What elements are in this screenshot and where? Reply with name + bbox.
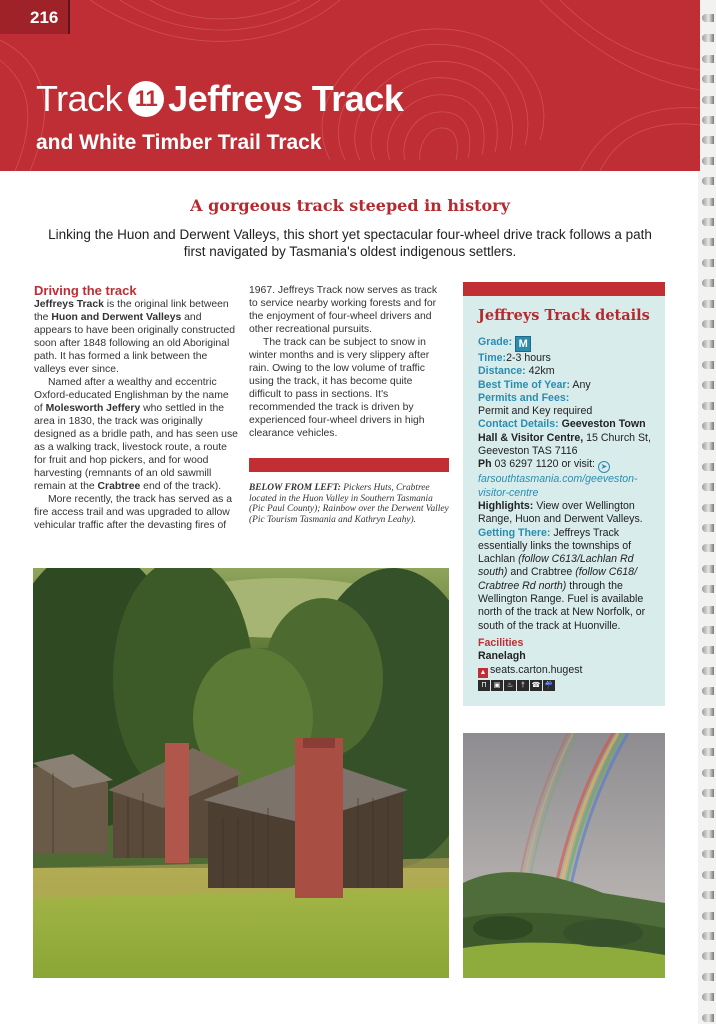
binding-ring	[702, 830, 714, 838]
bbq-icon: ♨	[504, 680, 516, 691]
facility-town: Ranelagh	[478, 650, 526, 663]
binding-ring	[702, 96, 714, 104]
binding-ring	[702, 116, 714, 124]
binding-ring	[702, 687, 714, 695]
contact-name: Geeveston Town Hall & Visitor Centre,	[478, 418, 646, 444]
track-subtitle: and White Timber Trail Track	[36, 131, 322, 154]
binding-ring	[702, 177, 714, 185]
track-title	[36, 78, 403, 120]
binding-ring	[702, 320, 714, 328]
time-value: 2-3 hours	[506, 352, 551, 364]
shower-icon: ☔	[544, 681, 554, 689]
track-details-panel	[463, 282, 665, 706]
binding-ring	[702, 442, 714, 450]
binding-ring	[702, 626, 714, 634]
phone-icon: ☎	[531, 681, 541, 689]
binding-ring	[702, 952, 714, 960]
photo-rainbow	[463, 733, 665, 978]
binding-ring	[702, 932, 714, 940]
photo-caption	[249, 483, 449, 525]
binding-ring	[702, 361, 714, 369]
binding-ring	[702, 993, 714, 1001]
details-body	[478, 336, 662, 691]
binding-ring	[702, 279, 714, 287]
binding-ring	[702, 810, 714, 818]
driving-heading: Driving the track	[34, 283, 137, 298]
facility-text: seats.carton.hugest	[490, 663, 583, 676]
getting-run: Jeffreys Track essentially links the townships of Lachlan	[478, 526, 632, 566]
p1-run: is the original link between the	[34, 299, 229, 323]
binding-ring	[702, 524, 714, 532]
getting-run: and Crabtree	[507, 566, 576, 579]
binding-ring	[702, 646, 714, 654]
grade-badge: M	[515, 336, 531, 352]
binding-ring	[702, 789, 714, 797]
facilities-label: Facilities	[478, 636, 524, 649]
p1-run: Huon and Derwent Valleys	[51, 312, 182, 323]
binding-ring	[702, 728, 714, 736]
p2-run: Named after a wealthy and eccentric Oxford-educated Englishman by the name of	[34, 377, 229, 414]
track-number-badge: 11	[128, 81, 164, 117]
phone-text: 03 6297 1120 or visit:	[491, 458, 598, 471]
getting-there-label: Getting There:	[478, 526, 551, 539]
permits-value: Permit and Key required	[478, 405, 593, 418]
binding-ring	[702, 606, 714, 614]
picnic-table-icon: Π	[478, 680, 490, 691]
binding-ring	[702, 565, 714, 573]
binding-ring	[702, 871, 714, 879]
camping-icon: ▲	[479, 668, 487, 676]
track-word: Track	[36, 78, 123, 119]
binding-ring	[702, 136, 714, 144]
binding-ring	[702, 157, 714, 165]
caption-lead: BELOW FROM LEFT:	[249, 483, 341, 493]
binding-ring	[702, 912, 714, 920]
caption-divider	[249, 458, 449, 472]
grade-label: Grade:	[478, 336, 513, 348]
distance-value: 42km	[528, 365, 555, 378]
intro-paragraph: Linking the Huon and Derwent Valleys, this short yet spectacular four-wheel drive track follows a path first navigated by Tasmania's oldest indigenous settlers.	[48, 227, 652, 259]
tagline: A gorgeous track steeped in history	[190, 196, 510, 215]
details-top-bar	[463, 282, 665, 296]
p2-run: end of the track).	[140, 481, 222, 492]
binding-ring	[702, 504, 714, 512]
binding-ring	[702, 422, 714, 430]
binding-ring	[702, 198, 714, 206]
binding-ring	[702, 463, 714, 471]
web-icon: ➤	[598, 461, 610, 473]
p2-run: Crabtree	[97, 481, 141, 492]
binding-ring	[702, 402, 714, 410]
binding-ring	[702, 259, 714, 267]
campervan-icon: ▣	[491, 680, 503, 691]
spiral-binding	[698, 0, 716, 1024]
p1-run: and appears to have been originally constructed soon after 1848 following an old Aboriginal path. It has formed a link between the valleys ever since.	[34, 312, 236, 375]
binding-ring	[702, 218, 714, 226]
driving-column-1	[34, 284, 238, 532]
driving-paragraph-3: More recently, the track has served as a fire access trail and was upgraded to allow vehicular traffic after the devasting fires of	[34, 494, 233, 531]
website-link[interactable]: farsouthtasmania.com/geeveston-visitor-centre	[478, 473, 638, 499]
page-number: 216	[0, 0, 70, 34]
highlights-value: View over Wellington Range, Huon and Derwent Valleys.	[478, 499, 643, 526]
driving-column-2	[249, 284, 447, 440]
p2-run: who settled in the area in 1830, the track was originally designed as a bridle path, and has seen use as a walking track, livestock route, a route for fruit and hop pickers, and for wood harvesting (remnants of an old sawmill remain at the	[34, 403, 238, 492]
facility-icons	[478, 680, 662, 691]
p2-run: Molesworth Jeffery	[45, 403, 141, 414]
track-name: Jeffreys Track	[168, 78, 404, 119]
binding-ring	[702, 55, 714, 63]
getting-there	[478, 527, 662, 633]
binding-ring	[702, 75, 714, 83]
binding-ring	[702, 891, 714, 899]
time-label: Time:	[478, 352, 507, 364]
getting-run: (follow C613/Lachlan Rd south)	[478, 553, 634, 579]
driving-paragraph-2	[34, 376, 238, 493]
distance-label: Distance:	[478, 365, 526, 378]
page-header	[0, 0, 700, 171]
contact-label: Contact Details:	[478, 418, 559, 431]
driving-paragraph-1	[34, 298, 238, 376]
binding-ring	[702, 14, 714, 22]
p1-run: Jeffreys Track	[34, 299, 104, 310]
photo-pickers-huts	[33, 568, 449, 978]
best-time-label: Best Time of Year:	[478, 378, 571, 391]
binding-ring	[702, 708, 714, 716]
phone-prefix: Ph	[478, 458, 492, 471]
best-time-value: Any	[572, 378, 591, 391]
binding-ring	[702, 340, 714, 348]
binding-ring	[702, 585, 714, 593]
binding-ring	[702, 300, 714, 308]
permits-label: Permits and Fees:	[478, 391, 570, 404]
binding-ring	[702, 850, 714, 858]
driving-paragraph-5: The track can be subject to snow in winter months and is very slippery after rain. Owing to the low volume of traffic using the track, it has become quite difficult to pass in sections. It's recommended the track is driven by experienced four-wheel drivers in high clearance vehicles.	[249, 337, 430, 439]
getting-run: (follow C618/ Crabtree Rd north)	[478, 566, 638, 592]
binding-ring	[702, 381, 714, 389]
binding-ring	[702, 483, 714, 491]
details-title: Jeffreys Track details	[478, 307, 650, 324]
binding-ring	[702, 973, 714, 981]
binding-ring	[702, 667, 714, 675]
highlights-label: Highlights:	[478, 499, 534, 512]
binding-ring	[702, 769, 714, 777]
caption-text: Pickers Huts, Crabtree located in the Huon Valley in Southern Tasmania (Pic Paul County); Rainbow over the Derwent Valley (Pic Tourism Tasmania and Kathryn Leahy).	[249, 483, 449, 525]
contact-address: 15 Church St, Geeveston TAS 7116	[478, 431, 651, 458]
binding-ring	[702, 544, 714, 552]
toilet-icon: †	[517, 680, 529, 691]
binding-ring	[702, 748, 714, 756]
binding-ring	[702, 238, 714, 246]
binding-ring	[702, 34, 714, 42]
driving-paragraph-4: 1967. Jeffreys Track now serves as track to service nearby working forests and for the enjoyment of four-wheel drivers and other recreational pursuits.	[249, 285, 438, 335]
binding-ring	[702, 1014, 714, 1022]
getting-run: through the Wellington Range. Fuel is available north of the track at New Norfolk, or south of the track at Huonville.	[478, 579, 646, 632]
